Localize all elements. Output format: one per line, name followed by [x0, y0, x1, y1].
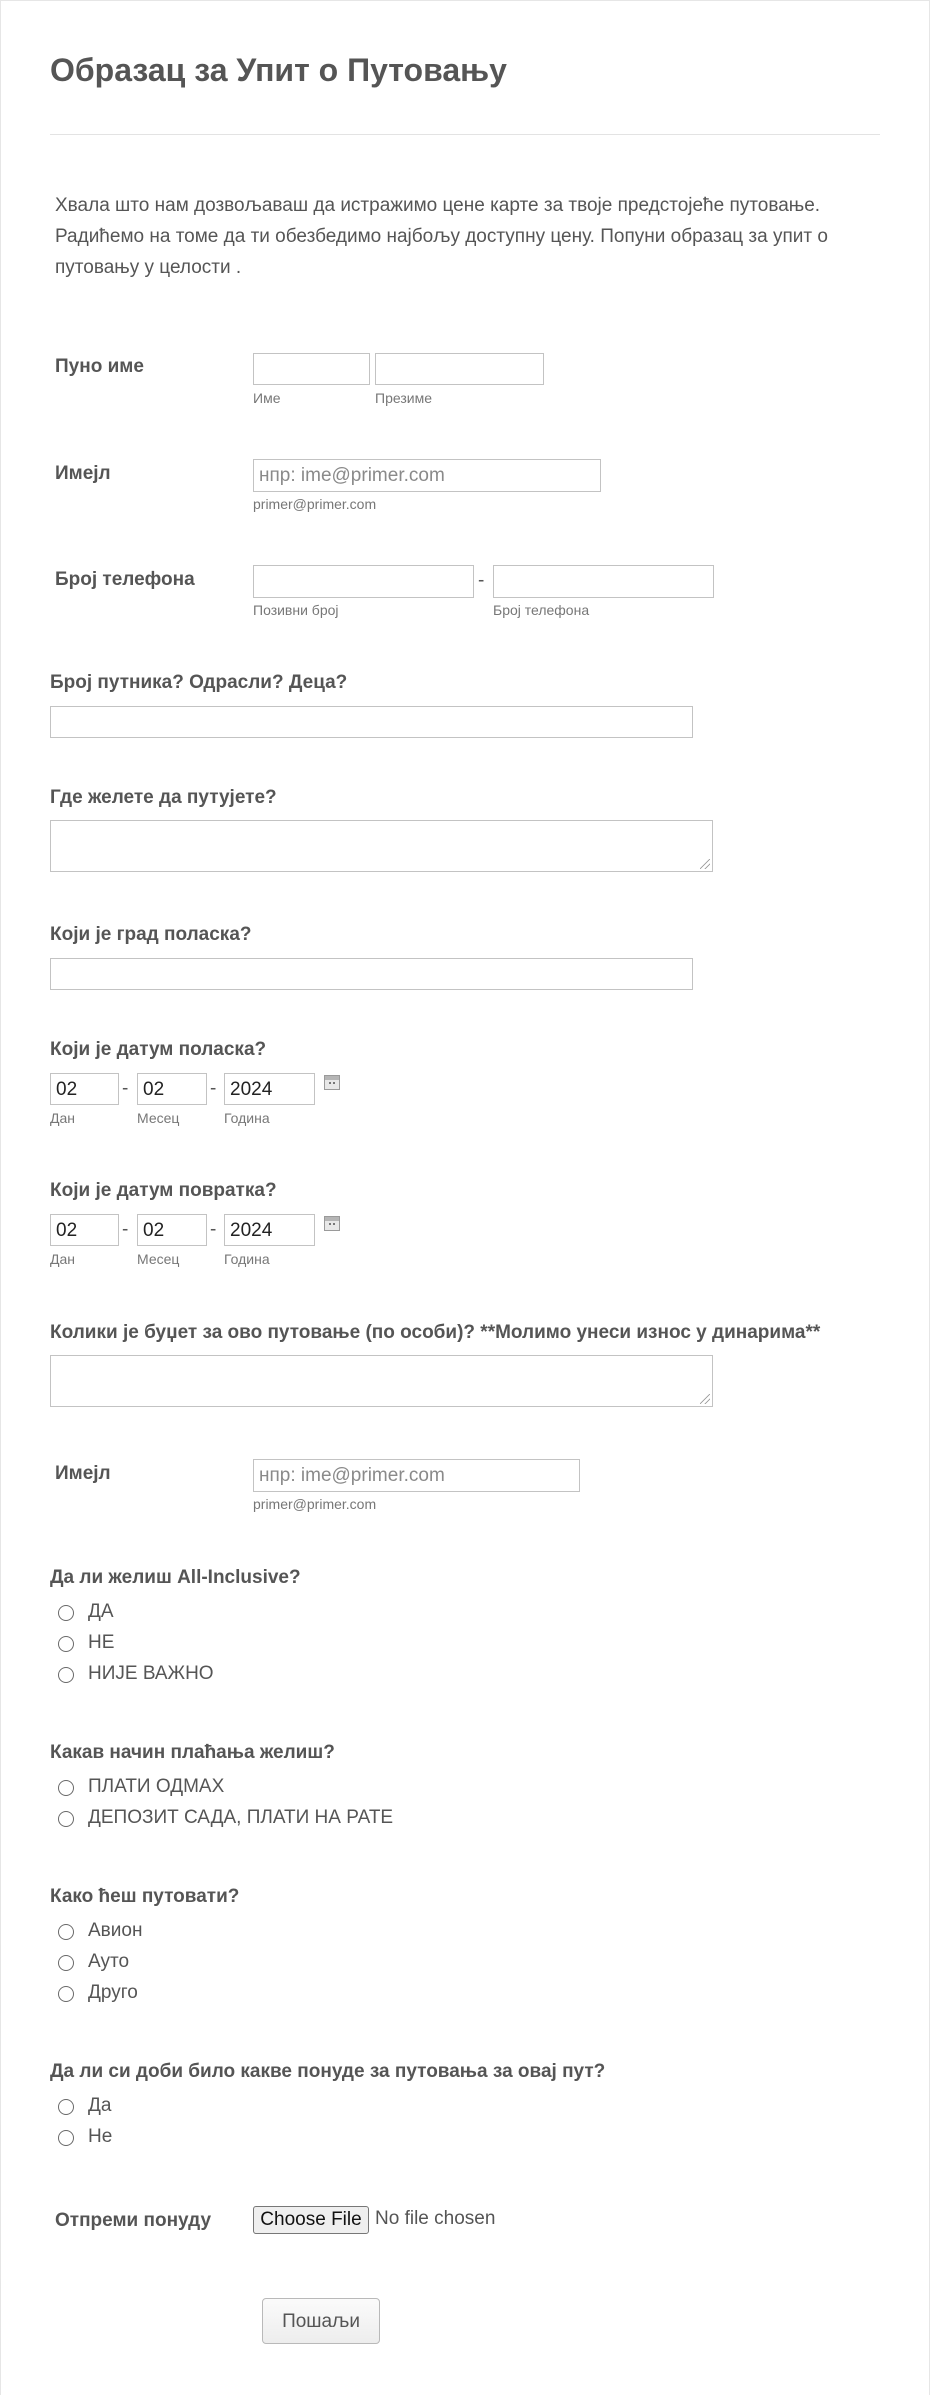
email-input[interactable]: [253, 459, 601, 492]
option-label: Не: [88, 2126, 113, 2147]
date-separator: -: [210, 1219, 217, 1240]
radio-all-inclusive-no[interactable]: [58, 1636, 74, 1652]
radio-other[interactable]: [58, 1986, 74, 2002]
email-placeholder: нпр: ime@primer.com: [259, 1465, 445, 1486]
offers-label: Да ли си доби било какве понуде за путовања за овај пут?: [50, 2061, 606, 2082]
phone-separator: -: [478, 570, 485, 591]
email-label: Имејл: [55, 463, 111, 484]
destination-textarea[interactable]: [50, 820, 713, 872]
email-sublabel: primer@primer.com: [253, 1496, 377, 1512]
upload-label: Отпреми понуду: [55, 2210, 212, 2231]
date-separator: -: [210, 1078, 217, 1099]
passengers-input[interactable]: [50, 706, 693, 738]
departure-city-label: Који је град поласка?: [50, 924, 252, 945]
departure-year-input[interactable]: [224, 1073, 315, 1105]
year-sublabel: Година: [224, 1251, 270, 1267]
month-sublabel: Месец: [137, 1110, 180, 1126]
budget-label: Колики је буџет за ово путовање (по особи)? **Молимо унеси износ у динарима**: [50, 1322, 821, 1343]
option-label: Друго: [88, 1982, 138, 2003]
calendar-icon[interactable]: [324, 1075, 340, 1090]
destination-label: Где желете да путујете?: [50, 787, 277, 808]
departure-month-input[interactable]: [137, 1073, 207, 1105]
day-sublabel: Дан: [50, 1251, 75, 1267]
return-day-value: 02: [56, 1220, 78, 1241]
first-name-sublabel: Име: [253, 390, 281, 406]
departure-day-value: 02: [56, 1079, 78, 1100]
choose-file-button[interactable]: Choose File: [253, 2206, 369, 2234]
option-label: ДЕПОЗИТ САДА, ПЛАТИ НА РАТЕ: [88, 1807, 394, 1828]
return-year-input[interactable]: [224, 1214, 315, 1246]
area-code-input[interactable]: [253, 565, 474, 598]
last-name-input[interactable]: [375, 353, 544, 385]
departure-date-label: Који је датум поласка?: [50, 1039, 267, 1060]
option-label: НИЈЕ ВАЖНО: [88, 1663, 214, 1684]
resize-grip-icon[interactable]: [700, 859, 710, 869]
payment-label: Какав начин плаћања желиш?: [50, 1742, 335, 1763]
radio-all-inclusive-indifferent[interactable]: [58, 1667, 74, 1683]
day-sublabel: Дан: [50, 1110, 75, 1126]
option-label: Ауто: [88, 1951, 130, 1972]
radio-offers-no[interactable]: [58, 2130, 74, 2146]
option-label: НЕ: [88, 1632, 115, 1653]
submit-button[interactable]: Пошаљи: [262, 2298, 380, 2344]
area-code-sublabel: Позивни број: [253, 602, 339, 618]
radio-offers-yes[interactable]: [58, 2099, 74, 2115]
radio-deposit-installments[interactable]: [58, 1811, 74, 1827]
return-day-input[interactable]: [50, 1214, 119, 1246]
email-sublabel: primer@primer.com: [253, 496, 377, 512]
date-separator: -: [122, 1078, 129, 1099]
option-label: ПЛАТИ ОДМАХ: [88, 1776, 225, 1797]
file-status: No file chosen: [375, 2208, 496, 2229]
page-title: Образац за Упит о Путовању: [50, 52, 507, 88]
departure-year-value: 2024: [230, 1079, 273, 1100]
date-separator: -: [122, 1219, 129, 1240]
last-name-sublabel: Презиме: [375, 390, 432, 406]
month-sublabel: Месец: [137, 1251, 180, 1267]
calendar-icon[interactable]: [324, 1216, 340, 1231]
phone-number-input[interactable]: [493, 565, 714, 598]
travel-mode-label: Како ћеш путовати?: [50, 1886, 240, 1907]
return-month-input[interactable]: [137, 1214, 207, 1246]
phone-number-sublabel: Број телефона: [493, 602, 590, 618]
budget-textarea[interactable]: [50, 1355, 713, 1407]
first-name-input[interactable]: [253, 353, 370, 385]
return-year-value: 2024: [230, 1220, 273, 1241]
phone-label: Број телефона: [55, 569, 195, 590]
departure-city-input[interactable]: [50, 958, 693, 990]
email-label: Имејл: [55, 1463, 111, 1484]
radio-all-inclusive-yes[interactable]: [58, 1605, 74, 1621]
passengers-label: Број путника? Одрасли? Деца?: [50, 672, 348, 693]
title-divider: [50, 134, 880, 135]
option-label: Авион: [88, 1920, 143, 1941]
email-placeholder: нпр: ime@primer.com: [259, 465, 445, 486]
option-label: Да: [88, 2095, 112, 2116]
return-month-value: 02: [143, 1220, 165, 1241]
year-sublabel: Година: [224, 1110, 270, 1126]
intro-text: Хвала што нам дозвољаваш да истражимо цене карте за твоје предстојеће путовање. Радићемо на томе да ти обезбедимо најбољу доступну цену. Попуни образац за упит о путовању у целости .: [55, 195, 828, 278]
radio-pay-now[interactable]: [58, 1780, 74, 1796]
email-input-2[interactable]: [253, 1459, 580, 1492]
all-inclusive-label: Да ли желиш All-Inclusive?: [50, 1567, 301, 1588]
return-date-label: Који је датум повратка?: [50, 1180, 277, 1201]
full-name-label: Пуно име: [55, 356, 144, 377]
departure-day-input[interactable]: [50, 1073, 119, 1105]
resize-grip-icon[interactable]: [700, 1394, 710, 1404]
option-label: ДА: [88, 1601, 114, 1622]
departure-month-value: 02: [143, 1079, 165, 1100]
radio-car[interactable]: [58, 1955, 74, 1971]
radio-plane[interactable]: [58, 1924, 74, 1940]
